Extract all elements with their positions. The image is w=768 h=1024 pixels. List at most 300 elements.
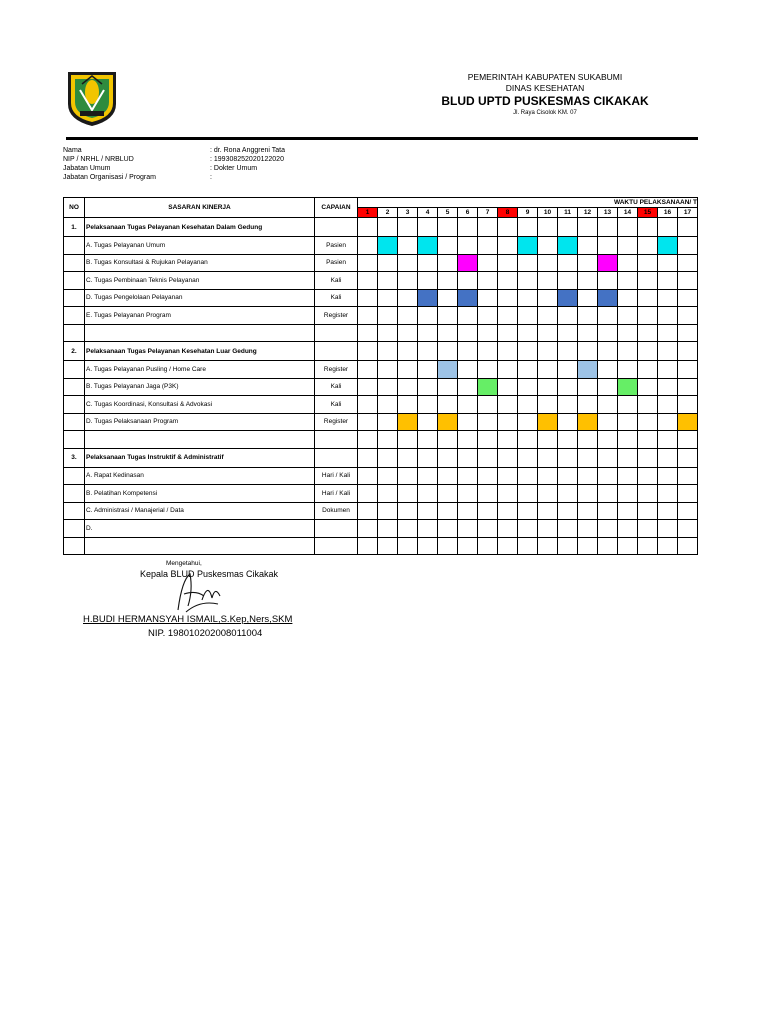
schedule-cell [458,396,478,414]
task-row [64,520,698,538]
schedule-cell [558,485,578,503]
schedule-cell [478,307,498,325]
schedule-mark [598,254,618,272]
capaian-unit: Pasien [315,237,358,255]
day-number: 3 [398,208,418,218]
day-number: 10 [538,208,558,218]
schedule-cell [538,502,558,520]
schedule-cell [558,520,578,538]
schedule-cell [578,218,598,237]
capaian-unit: Dokumen [315,502,358,520]
schedule-cell [618,342,638,361]
schedule-cell [398,520,418,538]
schedule-cell [358,237,378,255]
section-title: Pelaksanaan Tugas Pelayanan Kesehatan Luar Gedung [85,342,315,361]
day-number: 1 [358,208,378,218]
schedule-cell [658,396,678,414]
schedule-cell [398,342,418,361]
row-number [64,431,85,449]
schedule-cell [498,467,518,485]
handwritten-signature [160,570,240,616]
schedule-cell [438,237,458,255]
schedule-mark [658,237,678,255]
schedule-cell [638,378,658,396]
schedule-cell [558,431,578,449]
schedule-mark [678,413,698,431]
day-number: 2 [378,208,398,218]
schedule-cell [618,289,638,307]
schedule-cell [458,378,478,396]
schedule-cell [598,324,618,342]
schedule-cell [578,448,598,467]
task-row [64,307,698,325]
schedule-cell [438,254,458,272]
day-number: 14 [618,208,638,218]
schedule-cell [578,431,598,449]
schedule-cell [658,431,678,449]
schedule-cell [658,485,678,503]
capaian-unit [315,218,358,237]
row-number [64,413,85,431]
schedule-cell [418,396,438,414]
schedule-cell [618,218,638,237]
capaian-unit: Pasien [315,254,358,272]
schedule-cell [618,520,638,538]
row-number [64,378,85,396]
schedule-cell [518,361,538,379]
schedule-cell [658,342,678,361]
schedule-cell [358,520,378,538]
capaian-unit [315,342,358,361]
schedule-cell [518,467,538,485]
schedule-cell [658,361,678,379]
schedule-cell [478,361,498,379]
schedule-cell [638,396,658,414]
schedule-cell [678,254,698,272]
regency-crest-logo [66,70,118,128]
schedule-cell [638,448,658,467]
schedule-cell [538,307,558,325]
schedule-cell [538,254,558,272]
schedule-cell [638,520,658,538]
schedule-cell [598,218,618,237]
schedule-cell [498,324,518,342]
schedule-cell [418,342,438,361]
task-row [64,413,698,431]
schedule-cell [378,396,398,414]
schedule-cell [458,272,478,290]
schedule-cell [398,467,418,485]
schedule-cell [418,413,438,431]
schedule-cell [598,378,618,396]
schedule-cell [458,361,478,379]
schedule-cell [598,467,618,485]
task-name [85,537,315,555]
schedule-cell [618,237,638,255]
schedule-cell [678,485,698,503]
task-name: B. Tugas Konsultasi & Rujukan Pelayanan [85,254,315,272]
task-name: C. Tugas Pembinaan Teknis Pelayanan [85,272,315,290]
schedule-cell [558,218,578,237]
row-number [64,502,85,520]
schedule-cell [358,324,378,342]
day-number: 12 [578,208,598,218]
schedule-cell [418,502,438,520]
schedule-cell [378,537,398,555]
section-row [64,218,698,237]
schedule-cell [518,378,538,396]
schedule-cell [638,272,658,290]
schedule-cell [398,502,418,520]
day-number: 16 [658,208,678,218]
schedule-cell [618,431,638,449]
signature-acknowledged: Mengetahui, [166,560,202,567]
section-title: Pelaksanaan Tugas Instruktif & Administratif [85,448,315,467]
schedule-cell [418,307,438,325]
schedule-cell [398,378,418,396]
schedule-cell [618,485,638,503]
info-value-jabatan-organisasi: : [210,174,212,181]
capaian-unit: Kali [315,272,358,290]
schedule-cell [358,289,378,307]
schedule-cell [458,448,478,467]
schedule-cell [518,537,538,555]
capaian-unit: Register [315,307,358,325]
schedule-cell [378,431,398,449]
schedule-cell [578,485,598,503]
schedule-cell [518,289,538,307]
schedule-cell [498,520,518,538]
schedule-cell [578,237,598,255]
schedule-cell [458,237,478,255]
schedule-cell [558,254,578,272]
schedule-cell [598,448,618,467]
schedule-cell [598,237,618,255]
section-row [64,448,698,467]
schedule-cell [658,448,678,467]
schedule-mark [458,254,478,272]
schedule-cell [498,307,518,325]
schedule-cell [538,342,558,361]
schedule-cell [578,289,598,307]
schedule-mark [378,237,398,255]
row-number [64,396,85,414]
row-number: 3. [64,448,85,467]
task-row [64,361,698,379]
schedule-cell [558,396,578,414]
schedule-cell [558,537,578,555]
task-name: D. Tugas Pengelolaan Pelayanan [85,289,315,307]
blank-row [64,324,698,342]
schedule-cell [438,272,458,290]
schedule-cell [658,307,678,325]
schedule-cell [678,237,698,255]
schedule-cell [378,413,398,431]
schedule-cell [378,467,398,485]
schedule-mark [478,378,498,396]
info-value-jabatan-umum: : Dokter Umum [210,165,258,172]
schedule-cell [458,467,478,485]
schedule-cell [558,272,578,290]
schedule-cell [358,218,378,237]
day-number: 15 [638,208,658,218]
schedule-cell [438,289,458,307]
schedule-cell [578,342,598,361]
schedule-cell [438,431,458,449]
schedule-cell [498,342,518,361]
schedule-cell [538,448,558,467]
task-row [64,485,698,503]
schedule-cell [558,378,578,396]
schedule-cell [518,448,538,467]
schedule-cell [558,307,578,325]
schedule-cell [418,218,438,237]
schedule-cell [378,307,398,325]
header-divider [66,137,698,140]
schedule-cell [538,289,558,307]
capaian-unit [315,537,358,555]
schedule-cell [398,448,418,467]
task-name: A. Tugas Pelayanan Umum [85,237,315,255]
day-number: 8 [498,208,518,218]
schedule-cell [378,448,398,467]
schedule-cell [418,537,438,555]
schedule-cell [618,396,638,414]
schedule-cell [518,307,538,325]
schedule-mark [418,237,438,255]
schedule-cell [438,307,458,325]
header-organization: BLUD UPTD PUSKESMAS CIKAKAK [441,94,649,108]
schedule-cell [358,254,378,272]
schedule-cell [398,537,418,555]
schedule-cell [478,413,498,431]
schedule-cell [558,467,578,485]
row-number [64,254,85,272]
schedule-mark [538,413,558,431]
task-name: A. Tugas Pelayanan Pusling / Home Care [85,361,315,379]
schedule-cell [558,413,578,431]
schedule-cell [658,218,678,237]
schedule-cell [518,218,538,237]
schedule-cell [598,537,618,555]
task-row [64,378,698,396]
schedule-cell [358,378,378,396]
schedule-cell [678,289,698,307]
schedule-cell [658,378,678,396]
schedule-cell [558,502,578,520]
schedule-cell [498,485,518,503]
schedule-cell [618,413,638,431]
row-number [64,289,85,307]
schedule-cell [658,502,678,520]
header-sasaran: SASARAN KINERJA [85,198,315,218]
schedule-cell [458,502,478,520]
schedule-cell [358,307,378,325]
task-row [64,237,698,255]
schedule-cell [518,272,538,290]
schedule-cell [638,467,658,485]
header-address: Jl. Raya Cisolok KM. 07 [513,110,577,116]
schedule-cell [438,537,458,555]
schedule-cell [498,378,518,396]
header-capaian: CAPAIAN [315,198,358,218]
schedule-cell [618,361,638,379]
schedule-cell [638,237,658,255]
schedule-cell [478,289,498,307]
schedule-cell [578,272,598,290]
capaian-unit [315,448,358,467]
schedule-cell [478,324,498,342]
schedule-cell [638,342,658,361]
day-number: 7 [478,208,498,218]
schedule-cell [438,378,458,396]
schedule-cell [538,467,558,485]
schedule-cell [498,431,518,449]
task-row [64,272,698,290]
task-name [85,431,315,449]
schedule-cell [478,520,498,538]
schedule-cell [358,342,378,361]
schedule-cell [478,485,498,503]
schedule-cell [458,218,478,237]
schedule-cell [578,307,598,325]
header-department: DINAS KESEHATAN [505,83,585,93]
schedule-cell [498,396,518,414]
info-label-jabatan-organisasi: Jabatan Organisasi / Program [63,174,156,181]
schedule-cell [598,272,618,290]
row-number: 2. [64,342,85,361]
schedule-cell [598,307,618,325]
schedule-mark [458,289,478,307]
task-row [64,396,698,414]
schedule-cell [578,324,598,342]
schedule-cell [398,237,418,255]
schedule-cell [418,361,438,379]
schedule-cell [638,431,658,449]
row-number [64,307,85,325]
capaian-unit [315,520,358,538]
schedule-cell [678,467,698,485]
schedule-cell [478,272,498,290]
section-title: Pelaksanaan Tugas Pelayanan Kesehatan Dalam Gedung [85,218,315,237]
schedule-cell [518,520,538,538]
schedule-cell [398,272,418,290]
schedule-cell [638,361,658,379]
schedule-cell [418,431,438,449]
schedule-cell [598,342,618,361]
schedule-cell [638,307,658,325]
schedule-cell [398,485,418,503]
schedule-cell [478,396,498,414]
schedule-cell [658,413,678,431]
schedule-cell [558,324,578,342]
schedule-cell [378,361,398,379]
schedule-cell [378,378,398,396]
schedule-cell [638,485,658,503]
schedule-cell [558,342,578,361]
schedule-cell [378,520,398,538]
schedule-cell [538,485,558,503]
schedule-cell [678,448,698,467]
schedule-cell [418,467,438,485]
schedule-cell [358,485,378,503]
task-name: A. Rapat Kedinasan [85,467,315,485]
schedule-cell [498,289,518,307]
schedule-cell [638,413,658,431]
schedule-cell [458,431,478,449]
schedule-cell [658,537,678,555]
capaian-unit: Hari / Kali [315,467,358,485]
schedule-cell [638,254,658,272]
schedule-cell [498,272,518,290]
schedule-cell [398,324,418,342]
schedule-mark [578,361,598,379]
schedule-mark [438,361,458,379]
schedule-cell [398,307,418,325]
schedule-cell [578,520,598,538]
day-number: 5 [438,208,458,218]
schedule-cell [518,502,538,520]
schedule-cell [398,361,418,379]
schedule-cell [538,237,558,255]
schedule-mark [578,413,598,431]
schedule-cell [678,307,698,325]
schedule-cell [598,413,618,431]
schedule-cell [478,218,498,237]
schedule-cell [478,502,498,520]
schedule-cell [418,520,438,538]
schedule-cell [538,361,558,379]
schedule-cell [638,324,658,342]
schedule-cell [618,448,638,467]
schedule-cell [358,413,378,431]
task-name [85,324,315,342]
schedule-cell [678,520,698,538]
schedule-cell [538,520,558,538]
row-number [64,324,85,342]
schedule-cell [638,218,658,237]
schedule-cell [458,324,478,342]
capaian-unit [315,431,358,449]
schedule-cell [498,237,518,255]
schedule-cell [658,254,678,272]
blank-row [64,537,698,555]
header-no: NO [64,198,85,218]
schedule-cell [438,502,458,520]
day-number: 6 [458,208,478,218]
schedule-cell [398,431,418,449]
schedule-cell [518,396,538,414]
schedule-cell [638,537,658,555]
schedule-cell [418,272,438,290]
schedule-cell [458,413,478,431]
schedule-cell [498,448,518,467]
schedule-cell [458,537,478,555]
schedule-cell [378,485,398,503]
capaian-unit: Register [315,361,358,379]
row-number: 1. [64,218,85,237]
schedule-cell [438,396,458,414]
day-number: 11 [558,208,578,218]
day-number: 9 [518,208,538,218]
schedule-cell [438,485,458,503]
schedule-cell [438,448,458,467]
schedule-mark [558,237,578,255]
schedule-cell [578,502,598,520]
schedule-cell [358,448,378,467]
capaian-unit: Kali [315,378,358,396]
schedule-mark [438,413,458,431]
